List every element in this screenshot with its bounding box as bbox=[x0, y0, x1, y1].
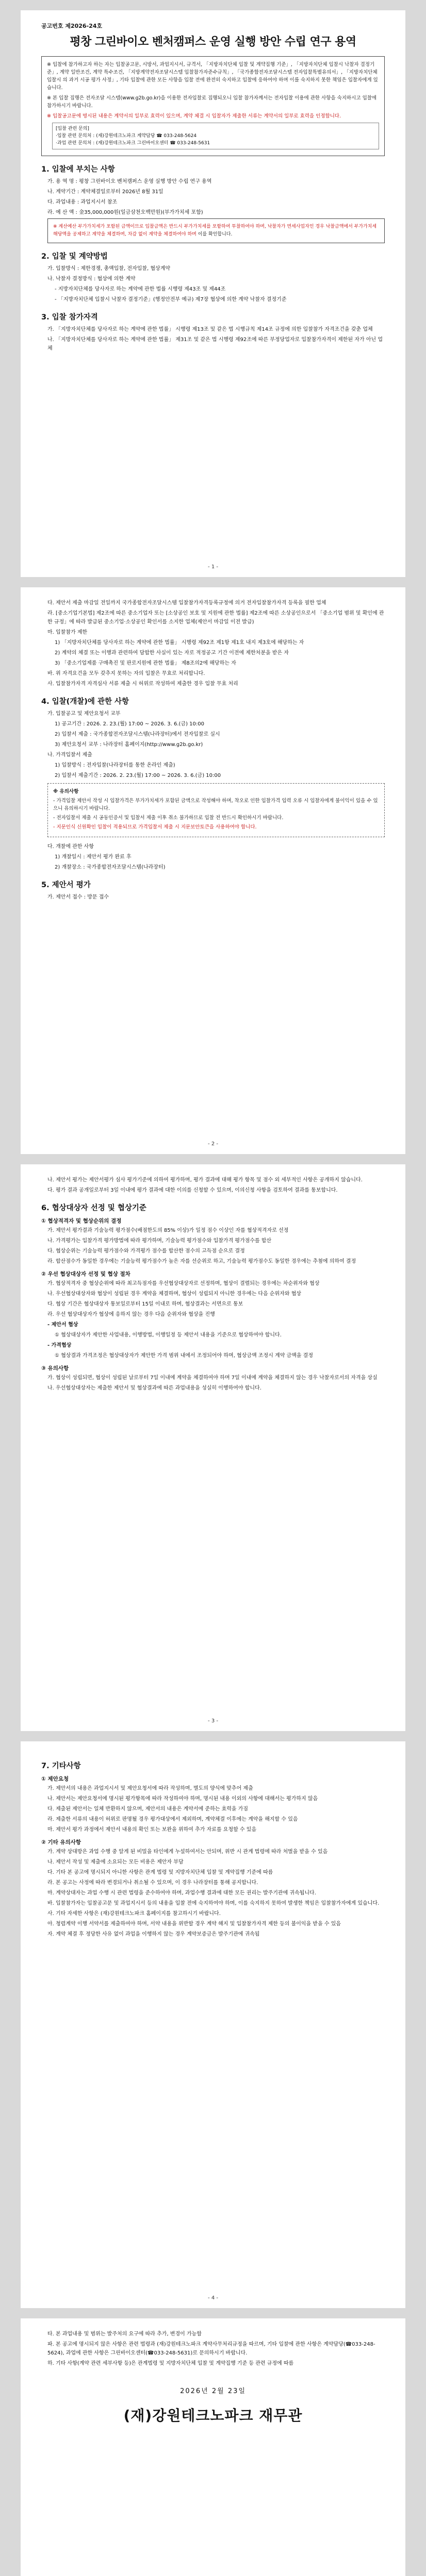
section-4-heading: 4. 입찰(개찰)에 관한 사항 bbox=[41, 698, 129, 706]
s7-sub-2: ② 기타 유의사항 bbox=[41, 1839, 81, 1845]
p3-line-7: 가. 협상적격자 중 협상순위에 따라 최고득점자를 우선협상대상자로 선정하며, 협상이 결렬되는 경우에는 차순위자와 협상 bbox=[47, 1281, 320, 1286]
p2-line-8: 사. 입찰참가자격 자격심사 서류 제출 시 허위로 작성하여 제출한 경우 입찰 무효 처리 bbox=[47, 681, 238, 687]
p2-line-11: 2) 입찰서 제출 : 국가종합전자조달시스템(나라장터)에서 전자입찰로 실시 bbox=[55, 732, 220, 737]
intro-paragraph-2: ※ 본 입찰 집행은 전자조달 시스템(www.g2b.go.kr)을 이용한 전자입찰로 집행되오니 입찰 참가자께서는 전자입찰 이용에 관한 사항을 숙지하시고 입찰에 참가하시기 바랍니다. bbox=[47, 95, 377, 109]
p3-line-3: 가. 제안서 평가결과 기술능력 평가점수(배점한도의 85% 이상)가 일정 점수 이상인 자를 협상적격자로 선정 bbox=[47, 1228, 289, 1233]
p3-line-12: ① 협상대상자가 제안한 사업내용, 이행방법, 이행일정 등 제안서 내용을 기준으로 협상하여야 합니다. bbox=[55, 1332, 282, 1338]
caution-line-3: - 지문인식 신원확인 입찰이 적용되므로 가격입찰서 제출 시 지문보안토큰을 사용하여야 합니다. bbox=[53, 824, 257, 830]
p2-line-17: 1) 개찰일시 : 제안서 평가 완료 후 bbox=[55, 854, 132, 860]
p4-line-1: 가. 제안서의 내용은 과업지시서 및 제안요청서에 따라 작성하며, 별도의 양식에 맞추어 제출 bbox=[47, 1786, 253, 1791]
section-2-heading: 2. 입찰 및 계약방법 bbox=[41, 252, 108, 261]
intro-paragraph-3: ※ 입찰공고문에 명시된 내용은 계약서의 일부로 효력이 있으며, 계약 체결 시 입찰자가 제출한 서류는 계약서의 일부로 효력을 인정합니다. bbox=[47, 113, 341, 119]
p2-line-7: 바. 위 자격요건을 모두 갖추지 못하는 자의 입찰은 무효로 처리합니다. bbox=[47, 671, 205, 676]
s2-line-2: 나. 낙찰자 결정방식 : 협상에 의한 계약 bbox=[47, 276, 136, 282]
p2-line-1: 다. 제안서 제출 마감일 전일까지 국가종합전자조달시스템 입찰참가자격등록규정에 의거 전자입찰참가자격 등록을 필한 업체 bbox=[47, 600, 326, 606]
inquiry-box bbox=[52, 123, 379, 149]
p3-line-14: ① 협상결과 가격조정은 협상대상자가 제안한 가격 범위 내에서 조정되어야 하며, 협상금액 조정시 계약 금액을 결정 bbox=[55, 1353, 314, 1359]
p4-line-11: 바. 입찰참가자는 입찰공고문 및 과업지시서 등의 내용을 입찰 전에 숙지하여야 하며, 이를 숙지하지 못하여 발생한 책임은 입찰참가자에게 있습니다. bbox=[47, 1901, 380, 1906]
caution-line-1: - 가격입찰 제안서 작성 시 입찰가격은 부가가치세가 포함된 금액으로 작성해야 하며, 착오로 인한 입찰가격 입력 오류 시 입찰자에게 불이익이 있을 수 있으니 유의하시기 바랍니다. bbox=[53, 798, 378, 811]
intro-paragraph-1: ※ 입찰에 참가하고자 하는 자는 입찰공고문, 시방서, 과업지시서, 규격서, 「지방자치단체 입찰 및 계약집행 기준」, 「지방자치단체 입찰시 낙찰자 결정기준」, 계약 일반조건, 계약 특수조건, 「지방계약전자조달시스템 입찰참가자준수규칙」, 「국가종합전자조달시스템 전자입찰특별유의서」, 「지방자치단체 입찰시 의 과거 시공 평가 사정」, 기타 입찰에 관한 모든 사항을 입찰 전에 완전히 숙지하고 입찰에 응하여야 하며 이를 숙지하지 못한 책임은 입찰자에게 있습니다. bbox=[47, 62, 378, 91]
p2-line-12: 3) 제안요청서 교부 : 나라장터 홈페이지(http://www.g2b.go.kr) bbox=[55, 742, 203, 748]
inquiry-title: [입찰 관련 문의] bbox=[56, 126, 89, 131]
p2-line-9: 가. 입찰공고 및 제안요청서 교부 bbox=[47, 711, 121, 717]
section-7-heading: 7. 기타사항 bbox=[41, 1762, 81, 1770]
bid-caution-box bbox=[47, 783, 385, 837]
p3-line-1: 나. 제안서 평가는 제안서평가 심사 평가기준에 의하여 평가하며, 평가 결과에 대해 평가 항목 및 점수 외 세부적인 사항은 공개하지 않습니다. bbox=[47, 1177, 363, 1183]
p2-line-19: 가. 제안서 접수 : 방문 접수 bbox=[47, 894, 109, 900]
p3-line-9: 다. 협상 기간은 협상대상자 통보일로부터 15일 이내로 하며, 협상결과는 서면으로 통보 bbox=[47, 1301, 243, 1307]
document-page-2 bbox=[21, 587, 405, 1154]
section-6-heading: 6. 협상대상자 선정 및 협상기준 bbox=[41, 1204, 146, 1212]
notice-number: 공고번호 제2026-24호 bbox=[41, 23, 103, 29]
section-1-heading: 1. 입찰에 부치는 사항 bbox=[41, 165, 115, 174]
s3-line-1: 가. 「지방자치단체를 당사자로 하는 계약에 관한 법률」 시행령 제13조 및 같은 법 시행규칙 제14조 규정에 의한 입찰참가 자격조건을 갖춘 업체 bbox=[47, 327, 373, 332]
document-title: 평창 그린바이오 벤처캠퍼스 운영 실행 방안 수립 연구 용역 bbox=[70, 36, 356, 48]
p4-line-6: 가. 계약 상대방은 과업 수행 중 알게 된 비밀을 타인에게 누설하여서는 안되며, 위반 시 관계 법령에 따라 처벌을 받을 수 있음 bbox=[47, 1849, 328, 1855]
caution-title: ※ 유의사항 bbox=[53, 789, 79, 794]
document-page-3 bbox=[21, 1164, 405, 1731]
p4-line-10: 마. 계약상대자는 과업 수행 시 관련 법령을 준수하여야 하며, 과업수행 결과에 대한 모든 권리는 발주기관에 귀속됩니다. bbox=[47, 1890, 316, 1896]
document-page-1 bbox=[21, 10, 405, 577]
inquiry-task: ·과업 관련 문의처 : (재)강원테크노파크 그린바이오센터 ☎ 033-248-5631 bbox=[56, 141, 210, 146]
s2-line-4: - 「지방자치단체 입찰시 낙찰자 결정기준」(행정안전부 예규) 제7장 협상에 의한 계약 낙찰자 결정기준 bbox=[55, 297, 287, 302]
p2-line-18: 2) 개찰장소 : 국가종합전자조달시스템(나라장터) bbox=[55, 865, 166, 870]
page-number: - 1 - bbox=[208, 564, 218, 570]
p2-line-6: 3) 「중소기업제품 구매촉진 및 판로지원에 관한 법률」 제8조의2에 해당하는 자 bbox=[55, 660, 236, 666]
p4-line-7: 나. 제안서 작성 및 제출에 소요되는 모든 비용은 제안자 부담 bbox=[47, 1859, 184, 1865]
s1-line-1: 가. 용 역 명 : 평창 그린바이오 벤처캠퍼스 운영 실행 방안 수립 연구 용역 bbox=[47, 179, 212, 184]
s2-line-1: 가. 입찰방식 : 제한경쟁, 총액입찰, 전자입찰, 협상계약 bbox=[47, 266, 171, 272]
p4-line-13: 아. 청렴계약 이행 서약서를 제출하여야 하며, 서약 내용을 위반할 경우 계약 해지 및 입찰참가자격 제한 등의 불이익을 받을 수 있음 bbox=[47, 1921, 341, 1927]
page-number: - 3 - bbox=[208, 1718, 218, 1724]
p3-line-4: 나. 가격평가는 입찰가격 평가방법에 따라 평가하며, 기술능력 평가점수와 입찰가격 평가점수를 합산 bbox=[47, 1238, 272, 1244]
p3-line-2: 다. 평가 결과 공개일로부터 3일 이내에 평가 결과에 대한 이의를 신청할 수 있으며, 이의신청 사항을 검토하여 결과를 통보합니다. bbox=[47, 1188, 338, 1193]
p4-line-12: 사. 기타 자세한 사항은 (재)강원테크노파크 홈페이지를 참고하시기 바랍니다. bbox=[47, 1911, 221, 1917]
p4-line-2: 나. 제안서는 제안요청서에 명시된 평가항목에 따라 작성하여야 하며, 명시된 내용 이외의 사항에 대해서는 평가하지 않음 bbox=[47, 1796, 318, 1802]
p3-line-11: - 제안서 협상 bbox=[47, 1322, 78, 1328]
p2-line-13: 나. 가격입찰서 제출 bbox=[47, 752, 92, 758]
document-page-4 bbox=[21, 1741, 405, 2308]
caution-line-2: - 전자입찰서 제출 시 공동인증서 및 입찰서 제출 이후 취소 불가하므로 입찰 전 반드시 확인하시기 바랍니다. bbox=[53, 815, 284, 821]
s7-sub-1: ① 제안요청 bbox=[41, 1776, 69, 1782]
p5-line-1: 타. 본 과업내용 및 범위는 발주처의 요구에 따라 추가, 변경이 가능함 bbox=[47, 2331, 202, 2337]
notice-date: 2026년 2월 23일 bbox=[180, 2387, 246, 2395]
p2-line-5: 2) 계약의 체결 또는 이행과 관련하여 담합한 사실이 있는 자로 적정공고 기간 이전에 제한처분을 받은 자 bbox=[55, 650, 289, 656]
p2-line-15: 2) 입찰서 제출기간 : 2026. 2. 23.(월) 17:00 ~ 2026. 3. 6.(금) 10:00 bbox=[55, 773, 221, 778]
s3-line-2: 나. 「지방자치단체를 당사자로 하는 계약에 관한 법률」 제31조 및 같은 법 시행령 제92조에 따른 부정당업자로 입찰참가자격이 제한된 자가 아닌 업체 bbox=[47, 337, 383, 351]
p3-line-16: 나. 우선협상대상자는 제출한 제안서 및 협상결과에 따른 과업내용을 성실히 이행하여야 합니다. bbox=[47, 1385, 261, 1391]
s6-sub-1: ① 협상적격자 및 협상순위의 결정 bbox=[41, 1218, 122, 1224]
p4-line-4: 라. 제출한 서류의 내용이 허위로 판명될 경우 평가대상에서 제외하며, 계약체결 이후에는 계약을 해지할 수 있음 bbox=[47, 1817, 298, 1822]
p3-line-13: - 가격협상 bbox=[47, 1343, 72, 1348]
page-number: - 2 - bbox=[208, 1141, 218, 1147]
inquiry-contract: ·입찰 관련 문의처 : (재)강원테크노파크 계약담당 ☎ 033-248-5624 bbox=[56, 133, 197, 139]
p2-line-4: 1) 「지방자치단체를 당사자로 하는 계약에 관한 법률」 시행령 제92조 제1항 제1호 내지 제3호에 해당하는 자 bbox=[55, 640, 304, 646]
p3-line-6: 라. 합산점수가 동일한 경우에는 기술능력 평가점수가 높은 자를 선순위로 하고, 기술능력 평가점수도 동일한 경우에는 추첨에 의하여 결정 bbox=[47, 1259, 356, 1264]
p2-line-10: 1) 공고기간 : 2026. 2. 23.(월) 17:00 ~ 2026. 3. 6.(금) 10:00 bbox=[55, 721, 204, 727]
p2-line-2: 라. [중소기업기본법] 제2조에 따른 중소기업자 또는 [소상공인 보호 및 지원에 관한 법률] 제2조에 따른 소상공인으로서 「중소기업 범위 및 확인에 관한 규정」에 따라 발급된 중소기업·소상공인 확인서를 소지한 업체(제안서 마감일 이전 발급) bbox=[47, 611, 384, 625]
issuer-signature: (재)강원테크노파크 재무관 bbox=[123, 2407, 303, 2424]
p4-line-9: 라. 본 공고는 사정에 따라 변경되거나 취소될 수 있으며, 이 경우 나라장터를 통해 공지합니다. bbox=[47, 1880, 258, 1886]
s1-vat-note-end: 이를 확인합니다. bbox=[198, 232, 233, 237]
s2-line-3: - 지방자치단체를 당사자로 하는 계약에 관한 법률 시행령 제43조 및 제44조 bbox=[55, 286, 226, 292]
page-number: - 4 - bbox=[208, 2295, 218, 2301]
p5-line-2: 파. 본 공고에 명시되지 않은 사항은 관련 법령과 (재)강원테크노파크 계약사무처리규정을 따르며, 기타 입찰에 관한 사항은 계약담당(☎033-248-5624), 과업에 관한 사항은 그린바이오센터(☎033-248-5631)로 문의하시기 바랍니다. bbox=[47, 2342, 375, 2356]
s1-vat-note-text: ※ 계산예산 부가가치세가 포함된 금액이므로 입찰금액은 반드시 부가가치세를 포함하여 투찰하여야 하며, 낙찰자가 면세사업자인 경우 낙찰금액에서 부가가치세 해당액을 공제하고 계약을 체결하며, 차감 없이 계약을 체결하여야 하며 bbox=[53, 224, 377, 237]
p5-line-3: 하. 기타 사항(계약 관련 세부사항 등)은 관계법령 및 지방자치단체 입찰 및 계약집행 기준 등 관련 규정에 따름 bbox=[47, 2361, 294, 2366]
p2-line-16: 다. 개찰에 관한 사항 bbox=[47, 844, 94, 850]
intro-box bbox=[41, 56, 385, 156]
p4-line-8: 다. 기타 본 공고에 명시되지 아니한 사항은 관계 법령 및 지방자치단체 입찰 및 계약집행 기준에 따름 bbox=[47, 1870, 273, 1875]
p4-line-5: 마. 제안서 평가 과정에서 제안서 내용의 확인 또는 보완을 위하여 추가 자료를 요청할 수 있음 bbox=[47, 1827, 257, 1833]
s6-sub-3: ③ 유의사항 bbox=[41, 1365, 69, 1371]
section-3-heading: 3. 입찰 참가자격 bbox=[41, 313, 98, 321]
p4-line-3: 다. 제출된 제안서는 일체 반환하지 않으며, 제안서의 내용은 계약서에 준하는 효력을 가짐 bbox=[47, 1806, 249, 1812]
p4-line-14: 자. 계약 체결 후 정당한 사유 없이 과업을 이행하지 않는 경우 계약보증금은 발주기관에 귀속됨 bbox=[47, 1931, 260, 1937]
p2-line-3: 마. 입찰참가 제한 bbox=[47, 630, 88, 635]
p3-line-15: 가. 협상이 성립되면, 협상이 성립된 날로부터 7일 이내에 계약을 체결하여야 하며 7일 이내에 계약을 체결하지 않는 경우 낙찰자로서의 자격을 상실 bbox=[47, 1375, 378, 1381]
s1-vat-note bbox=[47, 218, 385, 243]
p2-line-14: 1) 입찰방식 : 전자입찰(나라장터를 통한 온라인 제출) bbox=[55, 762, 175, 768]
p3-line-5: 다. 협상순위는 기술능력 평가점수와 가격평가 점수를 합산한 점수의 고득점 순으로 결정 bbox=[47, 1248, 245, 1254]
p3-line-10: 라. 우선 협상대상자가 협상에 응하지 않는 경우 다음 순위자와 협상을 진행 bbox=[47, 1312, 215, 1317]
p3-line-8: 나. 우선협상대상자와 협상이 성립된 경우 계약을 체결하며, 협상이 성립되지 아니한 경우에는 다음 순위자와 협상 bbox=[47, 1291, 302, 1297]
s1-line-4: 라. 예 산 액 : 金35,000,000원(일금삼천오백만원)(부가가치세 포함) bbox=[47, 210, 203, 215]
s1-line-2: 나. 계약기간 : 계약체결일로부터 2026년 8월 31일 bbox=[47, 189, 163, 195]
section-5-heading: 5. 제안서 평가 bbox=[41, 881, 91, 889]
s1-line-3: 다. 과업내용 : 과업지시서 참조 bbox=[47, 199, 118, 205]
s6-sub-2: ② 우선 협상대상자 선정 및 협상 절차 bbox=[41, 1271, 130, 1277]
document-page-5 bbox=[21, 2318, 405, 2576]
